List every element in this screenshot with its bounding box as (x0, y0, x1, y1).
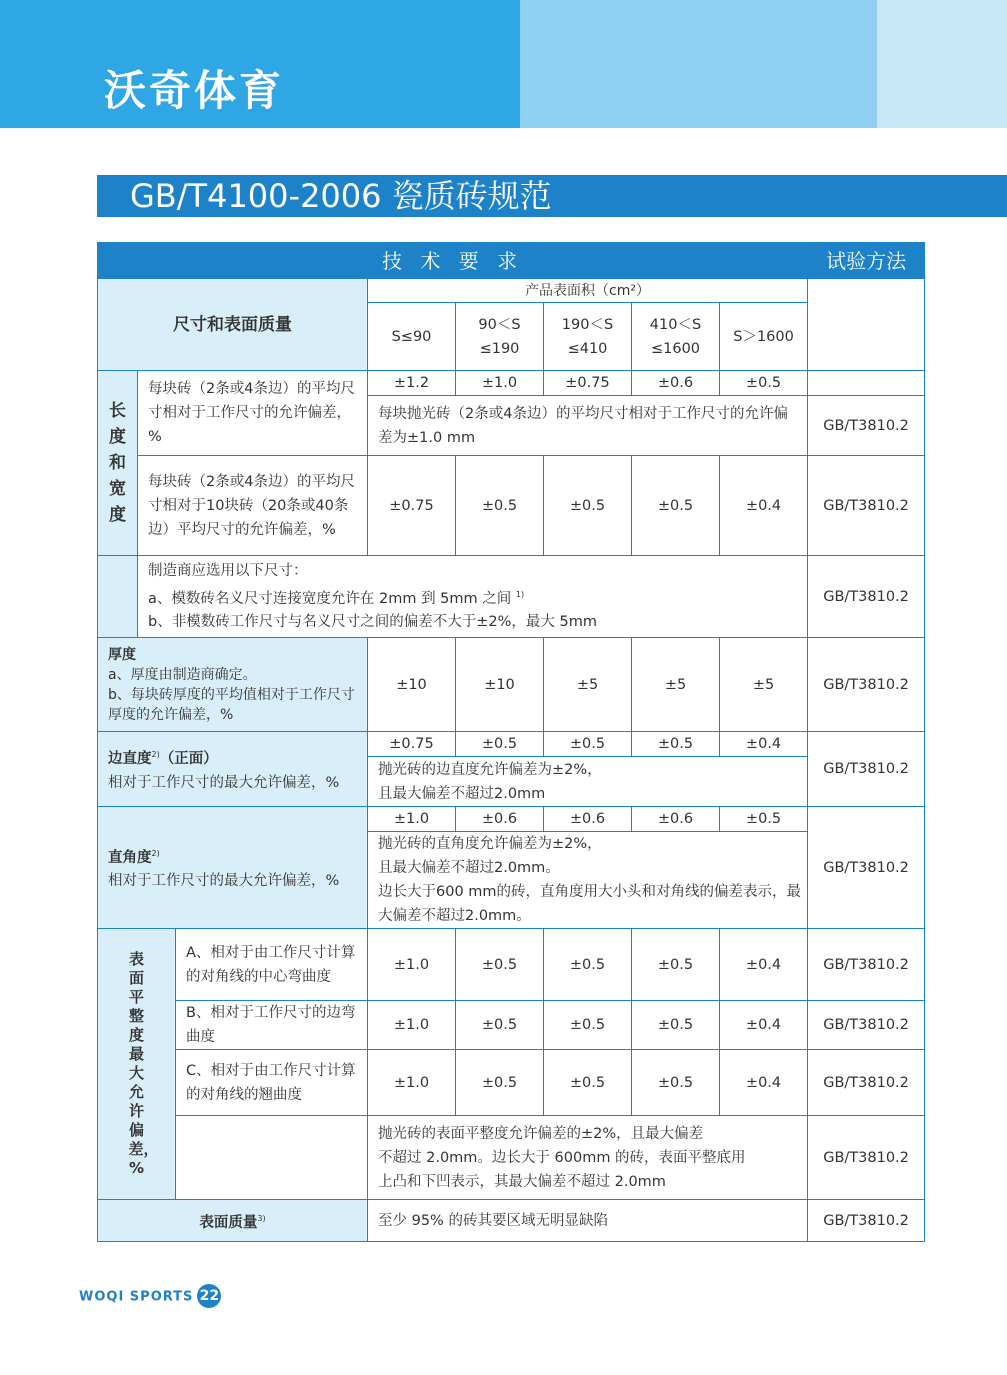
lw1-value: ±0.5 (720, 371, 808, 396)
flat-b-value: ±0.5 (544, 1001, 632, 1050)
lw1-value: ±1.2 (368, 371, 456, 396)
area-header: 产品表面积（cm²） (368, 279, 808, 303)
edge-polished-note (368, 757, 808, 807)
rect-title-line: 直角度$^{2)}$ (108, 848, 160, 866)
thickness-method: GB/T3810.2 (808, 638, 925, 732)
lw1-value: ±0.75 (544, 371, 632, 396)
rect-desc-text: 相对于工作尺寸的最大允许偏差，% (108, 873, 340, 890)
page-header (0, 0, 1007, 128)
flatness-label: 表面平整度最大允许偏差，% (98, 929, 176, 1200)
flat-a-value: ±0.5 (456, 929, 544, 1001)
edge-value: ±0.5 (632, 732, 720, 757)
flat-c-method: GB/T3810.2 (808, 1050, 925, 1116)
rect-values-row (98, 807, 925, 832)
lw1-description: 每块砖（2条或4条边）的平均尺寸相对于工作尺寸的允许偏差，% (138, 371, 368, 456)
rect-value: ±0.6 (456, 807, 544, 832)
rect-value: ±1.0 (368, 807, 456, 832)
flat-a-value: ±0.4 (720, 929, 808, 1001)
edge-value: ±0.4 (720, 732, 808, 757)
thickness-row (98, 638, 925, 732)
rect-value: ±0.6 (544, 807, 632, 832)
flat-a-value: ±0.5 (632, 929, 720, 1001)
edge-method: GB/T3810.2 (808, 732, 925, 807)
spec-table (97, 242, 925, 1242)
flat-p3: 上凸和下凹表示，其最大偏差不超过 2.0mm (378, 1173, 666, 1190)
surface-row (98, 1200, 925, 1242)
flat-b-value: ±0.4 (720, 1001, 808, 1050)
flat-b-value: ±0.5 (456, 1001, 544, 1050)
edge-desc-text: 相对于工作尺寸的最大允许偏差，% (108, 774, 340, 791)
thickness-b: b、每块砖厚度的平均值相对于工作尺寸厚度的允许偏差，% (108, 686, 355, 723)
lw2-value: ±0.75 (368, 456, 456, 556)
thickness-description (98, 638, 368, 732)
flat-a-row (98, 929, 925, 1001)
method-empty (808, 279, 925, 371)
manufacturer-label-cell (98, 556, 138, 638)
flat-polished-empty (176, 1116, 368, 1200)
rect-method: GB/T3810.2 (808, 807, 925, 929)
surface-label: 表面质量$^{3)}$ (98, 1200, 368, 1242)
lw2-value: ±0.5 (632, 456, 720, 556)
edge-values-row (98, 732, 925, 757)
flat-p2: 不超过 2.0mm。边长大于 600mm 的砖，表面平整底用 (378, 1149, 746, 1166)
edge-value: ±0.75 (368, 732, 456, 757)
lw1-polished-note: 每块抛光砖（2条或4条边）的平均尺寸相对于工作尺寸的允许偏差为±1.0 mm (368, 396, 808, 456)
lw2-value: ±0.5 (456, 456, 544, 556)
range-cell: 90＜S ≤190 (456, 303, 544, 371)
flat-b-description: B、相对于工作尺寸的边弯曲度 (176, 1001, 368, 1050)
lw2-value: ±0.5 (544, 456, 632, 556)
lw2-description: 每块砖（2条或4条边）的平均尺寸相对于10块砖（20条或40条边）平均尺寸的允许偏差，% (138, 456, 368, 556)
rect-polished-note (368, 832, 808, 929)
flat-c-description: C、相对于由工作尺寸计算的对角线的翘曲度 (176, 1050, 368, 1116)
flat-polished-row (98, 1116, 925, 1200)
lw1-value: ±0.6 (632, 371, 720, 396)
thickness-value: ±5 (544, 638, 632, 732)
thickness-a: a、厚度由制造商确定。 (108, 666, 257, 683)
header-band-light (877, 0, 1007, 128)
mfr-line-3: b、非模数砖工作尺寸与名义尺寸之间的偏差不大于±2%，最大 5mm (148, 614, 597, 631)
lw2-method: GB/T3810.2 (808, 456, 925, 556)
flat-a-description: A、相对于由工作尺寸计算的对角线的中心弯曲度 (176, 929, 368, 1001)
flat-b-value: ±0.5 (632, 1001, 720, 1050)
flat-c-row (98, 1050, 925, 1116)
lw2-value: ±0.4 (720, 456, 808, 556)
lw1-value: ±1.0 (456, 371, 544, 396)
flat-c-value: ±0.5 (456, 1050, 544, 1116)
edge-description (98, 732, 368, 807)
mfr-line-1: 制造商应选用以下尺寸： (148, 562, 308, 579)
thickness-value: ±5 (720, 638, 808, 732)
brand-title: 沃奇体育 (104, 66, 285, 115)
section-title: GB/T4100-2006 瓷质砖规范 (130, 177, 552, 215)
rect-p1: 抛光砖的直角度允许偏差为±2%， (378, 836, 602, 852)
range-cell: S≤90 (368, 303, 456, 371)
page-number: 22 (197, 1284, 221, 1308)
rect-p2: 且最大偏差不超过2.0mm。 (378, 860, 560, 876)
method-empty (808, 371, 925, 396)
thickness-value: ±10 (456, 638, 544, 732)
manufacturer-row (98, 556, 925, 638)
rect-value: ±0.5 (720, 807, 808, 832)
page-footer (79, 1284, 221, 1308)
edge-value: ±0.5 (544, 732, 632, 757)
flat-b-method: GB/T3810.2 (808, 1001, 925, 1050)
flat-polished-note (368, 1116, 808, 1200)
manufacturer-note (138, 556, 808, 638)
flat-a-value: ±1.0 (368, 929, 456, 1001)
rect-value: ±0.6 (632, 807, 720, 832)
lw2-row (98, 456, 925, 556)
flat-a-value: ±0.5 (544, 929, 632, 1001)
thickness-title: 厚度 (108, 646, 136, 663)
header-band-mid (520, 0, 877, 128)
length-width-label: 长度和宽度 (98, 371, 138, 556)
flat-p1: 抛光砖的表面平整度允许偏差的±2%，且最大偏差 (378, 1125, 704, 1142)
header-row (98, 243, 925, 279)
range-cell: 190＜S ≤410 (544, 303, 632, 371)
lw1-values-row (98, 371, 925, 396)
edge-value: ±0.5 (456, 732, 544, 757)
lw1-method: GB/T3810.2 (808, 396, 925, 456)
flat-b-row (98, 1001, 925, 1050)
test-method-header: 试验方法 (808, 243, 925, 279)
rect-description (98, 807, 368, 929)
edge-p2: 且最大偏差不超过2.0mm (378, 785, 546, 802)
mfr-line-2: a、模数砖名义尺寸连接宽度允许在 2mm 到 5mm 之间 $^{1)}$ (148, 589, 525, 607)
range-cell: S＞1600 (720, 303, 808, 371)
flat-c-value: ±0.4 (720, 1050, 808, 1116)
thickness-value: ±10 (368, 638, 456, 732)
area-header-row (98, 279, 925, 303)
flat-c-value: ±0.5 (544, 1050, 632, 1116)
edge-p1: 抛光砖的边直度允许偏差为±2%， (378, 761, 602, 778)
thickness-value: ±5 (632, 638, 720, 732)
rect-p3: 边长大于600 mm的砖，直角度用大小头和对角线的偏差表示，最大偏差不超过2.0mm。 (378, 884, 802, 924)
footer-brand: WOQI SPORTS (79, 1289, 194, 1305)
range-cell: 410＜S ≤1600 (632, 303, 720, 371)
size-quality-label: 尺寸和表面质量 (98, 279, 368, 371)
flat-a-method: GB/T3810.2 (808, 929, 925, 1001)
surface-method: GB/T3810.2 (808, 1200, 925, 1242)
flat-c-value: ±0.5 (632, 1050, 720, 1116)
mfr-method: GB/T3810.2 (808, 556, 925, 638)
flat-c-value: ±1.0 (368, 1050, 456, 1116)
surface-text: 至少 95% 的砖其要区域无明显缺陷 (368, 1200, 808, 1242)
tech-requirements-header: 技 术 要 求 (98, 243, 808, 279)
flat-b-value: ±1.0 (368, 1001, 456, 1050)
flat-polished-method: GB/T3810.2 (808, 1116, 925, 1200)
edge-title-line: 边直度$^{2)}$（正面） (108, 750, 218, 767)
